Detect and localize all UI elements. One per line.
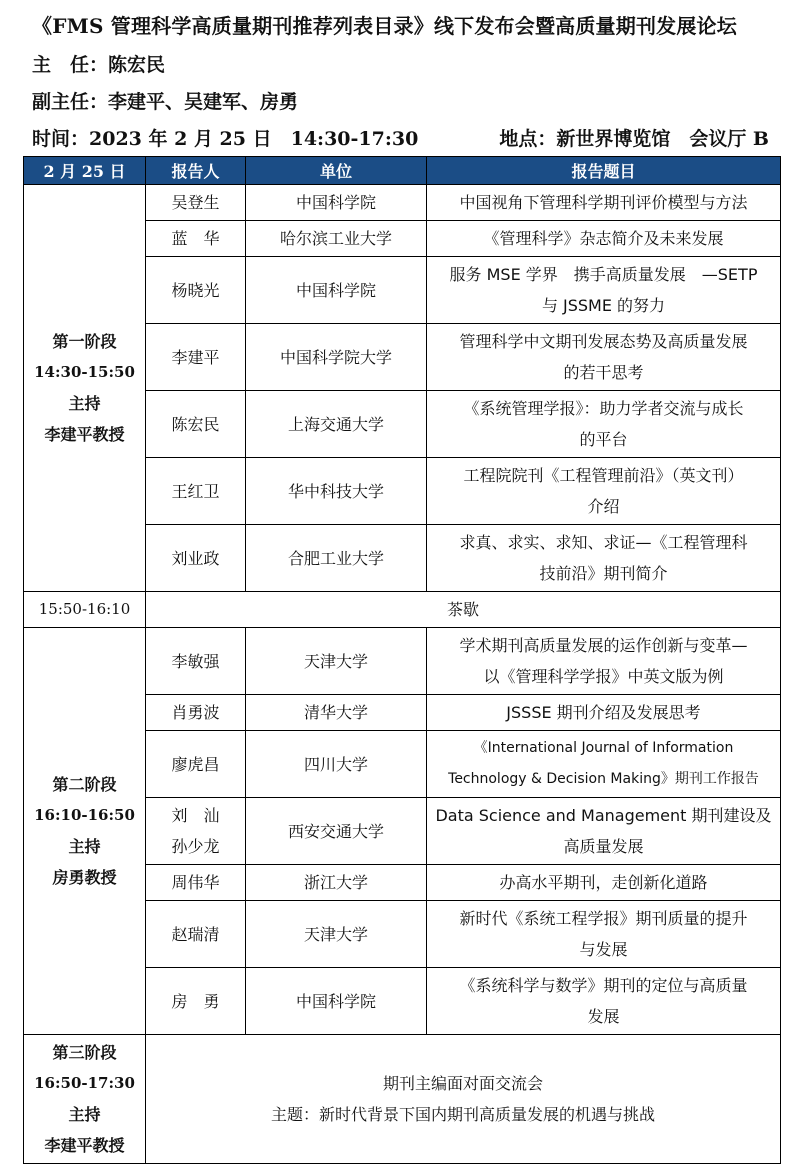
unit: 天津大学 [246, 901, 427, 968]
speaker: 李敏强 [146, 628, 246, 695]
speaker: 吴登生 [146, 185, 246, 221]
speaker: 杨晓光 [146, 257, 246, 324]
unit: 中国科学院 [246, 968, 427, 1035]
phase3-name: 第三阶段 [52, 1043, 117, 1062]
phase1-host-label: 主持 [68, 394, 101, 413]
speaker: 赵瑞清 [146, 901, 246, 968]
report-title: JSSSE 期刊介绍及发展思考 [427, 695, 781, 731]
vice-chair-line: 副主任：李建平、吴建军、房勇 [32, 91, 299, 113]
unit: 四川大学 [246, 731, 427, 798]
speaker: 陈宏民 [146, 391, 246, 458]
phase2-host: 房勇教授 [52, 868, 117, 887]
page-title: 《FMS 管理科学高质量期刊推荐列表目录》线下发布会暨高质量期刊发展论坛 [32, 14, 737, 38]
header-date: 2 月 25 日 [24, 157, 146, 185]
table-row [24, 185, 781, 221]
phase2-cell [24, 628, 146, 1035]
report-title: 《管理科学》杂志简介及未来发展 [427, 221, 781, 257]
agenda-table [23, 156, 781, 1164]
table-header-row [24, 157, 781, 185]
report-title: 办高水平期刊，走创新化道路 [427, 865, 781, 901]
page-header [0, 0, 799, 156]
speaker: 王红卫 [146, 458, 246, 525]
phase3-content [146, 1035, 781, 1164]
phase3-cell [24, 1035, 146, 1164]
venue-line: 地点：新世界博览馆 会议厅 B [499, 128, 769, 150]
phase2-name: 第二阶段 [52, 775, 117, 794]
unit: 中国科学院大学 [246, 324, 427, 391]
break-time: 15:50-16:10 [24, 592, 146, 628]
phase2-host-label: 主持 [68, 837, 101, 856]
speaker: 蓝 华 [146, 221, 246, 257]
unit: 中国科学院 [246, 257, 427, 324]
phase1-cell [24, 185, 146, 592]
phase2-time: 16:10-16:50 [34, 806, 135, 824]
report-title: 管理科学中文期刊发展态势及高质量发展 的若干思考 [427, 324, 781, 391]
unit: 哈尔滨工业大学 [246, 221, 427, 257]
chair-line: 主 任：陈宏民 [32, 54, 166, 76]
table-row [24, 628, 781, 695]
time-line: 时间：2023 年 2 月 25 日 14:30-17:30 [32, 128, 419, 150]
unit: 西安交通大学 [246, 798, 427, 865]
speaker: 周伟华 [146, 865, 246, 901]
phase1-name: 第一阶段 [52, 332, 117, 351]
speaker: 廖虎昌 [146, 731, 246, 798]
speaker: 李建平 [146, 324, 246, 391]
phase3-theme: 主题：新时代背景下国内期刊高质量发展的机遇与挑战 [270, 1105, 655, 1124]
report-title: 服务 MSE 学界 携手高质量发展 —SETP 与 JSSME 的努力 [427, 257, 781, 324]
header-unit: 单位 [246, 157, 427, 185]
report-title: 中国视角下管理科学期刊评价模型与方法 [427, 185, 781, 221]
phase1-time: 14:30-15:50 [34, 363, 135, 381]
unit: 华中科技大学 [246, 458, 427, 525]
speaker: 刘业政 [146, 525, 246, 592]
phase3-time: 16:50-17:30 [34, 1074, 135, 1092]
report-title: 求真、求实、求知、求证—《工程管理科 技前沿》期刊简介 [427, 525, 781, 592]
break-label: 茶歇 [146, 592, 781, 628]
report-title: 《International Journal of Information Technology & Decision Making》期刊工作报告 [427, 731, 781, 798]
break-row [24, 592, 781, 628]
unit: 天津大学 [246, 628, 427, 695]
unit: 清华大学 [246, 695, 427, 731]
header-speaker: 报告人 [146, 157, 246, 185]
unit: 中国科学院 [246, 185, 427, 221]
speaker: 房 勇 [146, 968, 246, 1035]
phase3-host-label: 主持 [68, 1105, 101, 1124]
header-title: 报告题目 [427, 157, 781, 185]
report-title: 学术期刊高质量发展的运作创新与变革— 以《管理科学学报》中英文版为例 [427, 628, 781, 695]
speaker: 肖勇波 [146, 695, 246, 731]
unit: 合肥工业大学 [246, 525, 427, 592]
table-row [24, 1035, 781, 1164]
phase1-host: 李建平教授 [44, 425, 125, 444]
unit: 上海交通大学 [246, 391, 427, 458]
report-title: 新时代《系统工程学报》期刊质量的提升 与发展 [427, 901, 781, 968]
phase3-host: 李建平教授 [44, 1136, 125, 1155]
report-title: 工程院院刊《工程管理前沿》（英文刊） 介绍 [427, 458, 781, 525]
speaker: 刘 汕 孙少龙 [146, 798, 246, 865]
report-title: 《系统管理学报》：助力学者交流与成长 的平台 [427, 391, 781, 458]
report-title: Data Science and Management 期刊建设及 高质量发展 [427, 798, 781, 865]
report-title: 《系统科学与数学》期刊的定位与高质量 发展 [427, 968, 781, 1035]
phase3-activity: 期刊主编面对面交流会 [382, 1074, 543, 1093]
unit: 浙江大学 [246, 865, 427, 901]
